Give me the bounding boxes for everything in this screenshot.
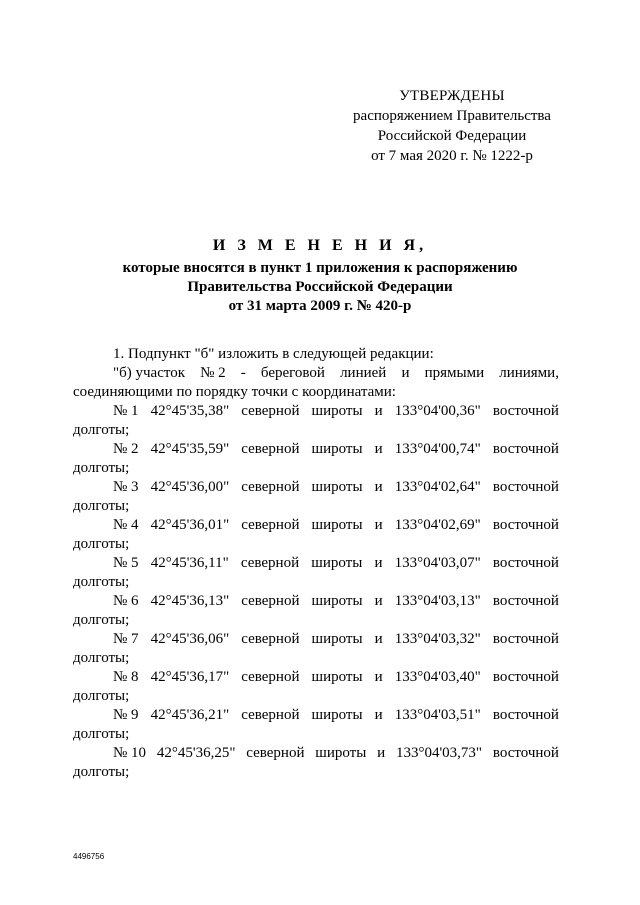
longitude-value: 133°04'02,69" xyxy=(394,517,481,533)
intro-line-1 xyxy=(73,364,559,383)
and-word: и xyxy=(374,517,383,533)
and-word: и xyxy=(374,479,383,495)
east-word: восточной xyxy=(492,707,559,723)
and-word: и xyxy=(374,403,383,419)
coordinate-point xyxy=(73,554,559,592)
approval-line-1: распоряжением Правительства xyxy=(353,108,551,124)
longitude-value: 133°04'03,13" xyxy=(394,593,481,609)
paragraph-1: 1. Подпункт "б" изложить в следующей редакции: xyxy=(113,346,434,362)
intro-word: линиями, xyxy=(499,365,559,381)
east-word: восточной xyxy=(492,669,559,685)
coordinate-line xyxy=(73,630,559,649)
intro-word: и xyxy=(401,365,410,381)
latitude-word: широты xyxy=(311,707,363,723)
coordinate-line xyxy=(73,744,559,763)
longitude-word: долготы; xyxy=(73,498,130,514)
document-id: 4496756 xyxy=(73,852,105,861)
coordinate-line xyxy=(73,668,559,687)
east-word: восточной xyxy=(492,745,559,761)
latitude-word: широты xyxy=(311,479,363,495)
latitude-value: 42°45'36,25" xyxy=(156,745,236,761)
latitude-value: 42°45'35,59" xyxy=(150,441,230,457)
east-word: восточной xyxy=(492,479,559,495)
intro-word: прямыми xyxy=(424,365,485,381)
coordinate-line xyxy=(73,592,559,611)
intro-line-2: соединяющими по порядку точки с координатами: xyxy=(73,384,396,400)
coordinate-list xyxy=(73,402,559,782)
longitude-value: 133°04'03,07" xyxy=(394,555,481,571)
coordinate-point xyxy=(73,744,559,782)
north-word: северной xyxy=(240,555,300,571)
north-word: северной xyxy=(241,403,300,419)
approval-stamp xyxy=(330,86,574,166)
coordinate-point xyxy=(73,706,559,744)
latitude-word: широты xyxy=(311,403,363,419)
longitude-value: 133°04'03,73" xyxy=(395,745,483,761)
and-word: и xyxy=(377,745,386,761)
and-word: и xyxy=(374,441,383,457)
latitude-value: 42°45'36,11" xyxy=(150,555,229,571)
longitude-word: долготы; xyxy=(73,612,130,628)
coordinate-point xyxy=(73,630,559,668)
latitude-value: 42°45'36,21" xyxy=(150,707,230,723)
point-number: № 1 xyxy=(113,403,139,419)
point-number: № 6 xyxy=(113,593,139,609)
approval-line-3: от 7 мая 2020 г. № 1222-р xyxy=(371,148,533,164)
intro-word: № 2 xyxy=(200,365,226,381)
north-word: северной xyxy=(241,631,300,647)
and-word: и xyxy=(374,593,383,609)
coordinate-line xyxy=(73,402,559,421)
point-number: № 8 xyxy=(113,669,139,685)
longitude-word: долготы; xyxy=(73,574,130,590)
latitude-value: 42°45'36,06" xyxy=(150,631,230,647)
longitude-word: долготы; xyxy=(73,726,130,742)
longitude-value: 133°04'00,36" xyxy=(394,403,481,419)
coordinate-point xyxy=(73,440,559,478)
longitude-word: долготы; xyxy=(73,422,130,438)
latitude-value: 42°45'36,01" xyxy=(150,517,230,533)
intro-paragraph xyxy=(73,364,559,402)
north-word: северной xyxy=(241,517,300,533)
intro-word: - xyxy=(240,365,246,381)
north-word: северной xyxy=(241,707,300,723)
point-number: № 10 xyxy=(113,745,147,761)
heading-subtitle-2: Правительства Российской Федерации xyxy=(187,279,453,295)
heading-title: И З М Е Н Е Н И Я, xyxy=(212,237,428,254)
latitude-word: широты xyxy=(311,517,363,533)
east-word: восточной xyxy=(492,403,559,419)
point-number: № 7 xyxy=(113,631,139,647)
point-number: № 4 xyxy=(113,517,139,533)
intro-word: "б) участок xyxy=(113,365,186,381)
latitude-word: широты xyxy=(315,745,367,761)
latitude-word: широты xyxy=(311,555,363,571)
heading-subtitle-1: которые вносятся в пункт 1 приложения к распоряжению xyxy=(122,260,518,276)
north-word: северной xyxy=(241,593,300,609)
coordinate-line xyxy=(73,706,559,725)
point-number: № 9 xyxy=(113,707,139,723)
north-word: северной xyxy=(241,669,300,685)
point-number: № 3 xyxy=(113,479,139,495)
intro-word: береговой xyxy=(260,365,325,381)
point-number: № 2 xyxy=(113,441,139,457)
north-word: северной xyxy=(246,745,305,761)
longitude-value: 133°04'03,32" xyxy=(394,631,481,647)
intro-word: линией xyxy=(340,365,387,381)
east-word: восточной xyxy=(492,593,559,609)
coordinate-point xyxy=(73,478,559,516)
document-heading xyxy=(60,233,580,316)
latitude-value: 42°45'36,00" xyxy=(150,479,230,495)
and-word: и xyxy=(374,707,383,723)
approval-line-2: Российской Федерации xyxy=(377,128,527,144)
coordinate-point xyxy=(73,402,559,440)
coordinate-point xyxy=(73,668,559,706)
coordinate-line xyxy=(73,440,559,459)
longitude-word: долготы; xyxy=(73,650,130,666)
north-word: северной xyxy=(241,479,300,495)
and-word: и xyxy=(374,555,383,571)
longitude-word: долготы; xyxy=(73,764,130,780)
longitude-value: 133°04'03,40" xyxy=(394,669,481,685)
document-body xyxy=(73,345,559,782)
longitude-value: 133°04'00,74" xyxy=(394,441,481,457)
and-word: и xyxy=(374,631,383,647)
east-word: восточной xyxy=(492,555,559,571)
latitude-word: широты xyxy=(311,593,363,609)
latitude-value: 42°45'35,38" xyxy=(150,403,230,419)
latitude-value: 42°45'36,17" xyxy=(150,669,230,685)
longitude-word: долготы; xyxy=(73,688,130,704)
north-word: северной xyxy=(241,441,300,457)
longitude-word: долготы; xyxy=(73,460,130,476)
point-number: № 5 xyxy=(113,555,139,571)
longitude-value: 133°04'02,64" xyxy=(394,479,481,495)
coordinate-line xyxy=(73,516,559,535)
latitude-value: 42°45'36,13" xyxy=(150,593,230,609)
and-word: и xyxy=(374,669,383,685)
latitude-word: широты xyxy=(311,669,363,685)
heading-subtitle-3: от 31 марта 2009 г. № 420-р xyxy=(228,298,412,314)
coordinate-line xyxy=(73,554,559,573)
latitude-word: широты xyxy=(311,441,363,457)
coordinate-point xyxy=(73,592,559,630)
coordinate-line xyxy=(73,478,559,497)
longitude-word: долготы; xyxy=(73,536,130,552)
longitude-value: 133°04'03,51" xyxy=(394,707,481,723)
coordinate-point xyxy=(73,516,559,554)
east-word: восточной xyxy=(492,631,559,647)
east-word: восточной xyxy=(492,517,559,533)
east-word: восточной xyxy=(492,441,559,457)
latitude-word: широты xyxy=(311,631,363,647)
approval-title: УТВЕРЖДЕНЫ xyxy=(399,88,505,104)
